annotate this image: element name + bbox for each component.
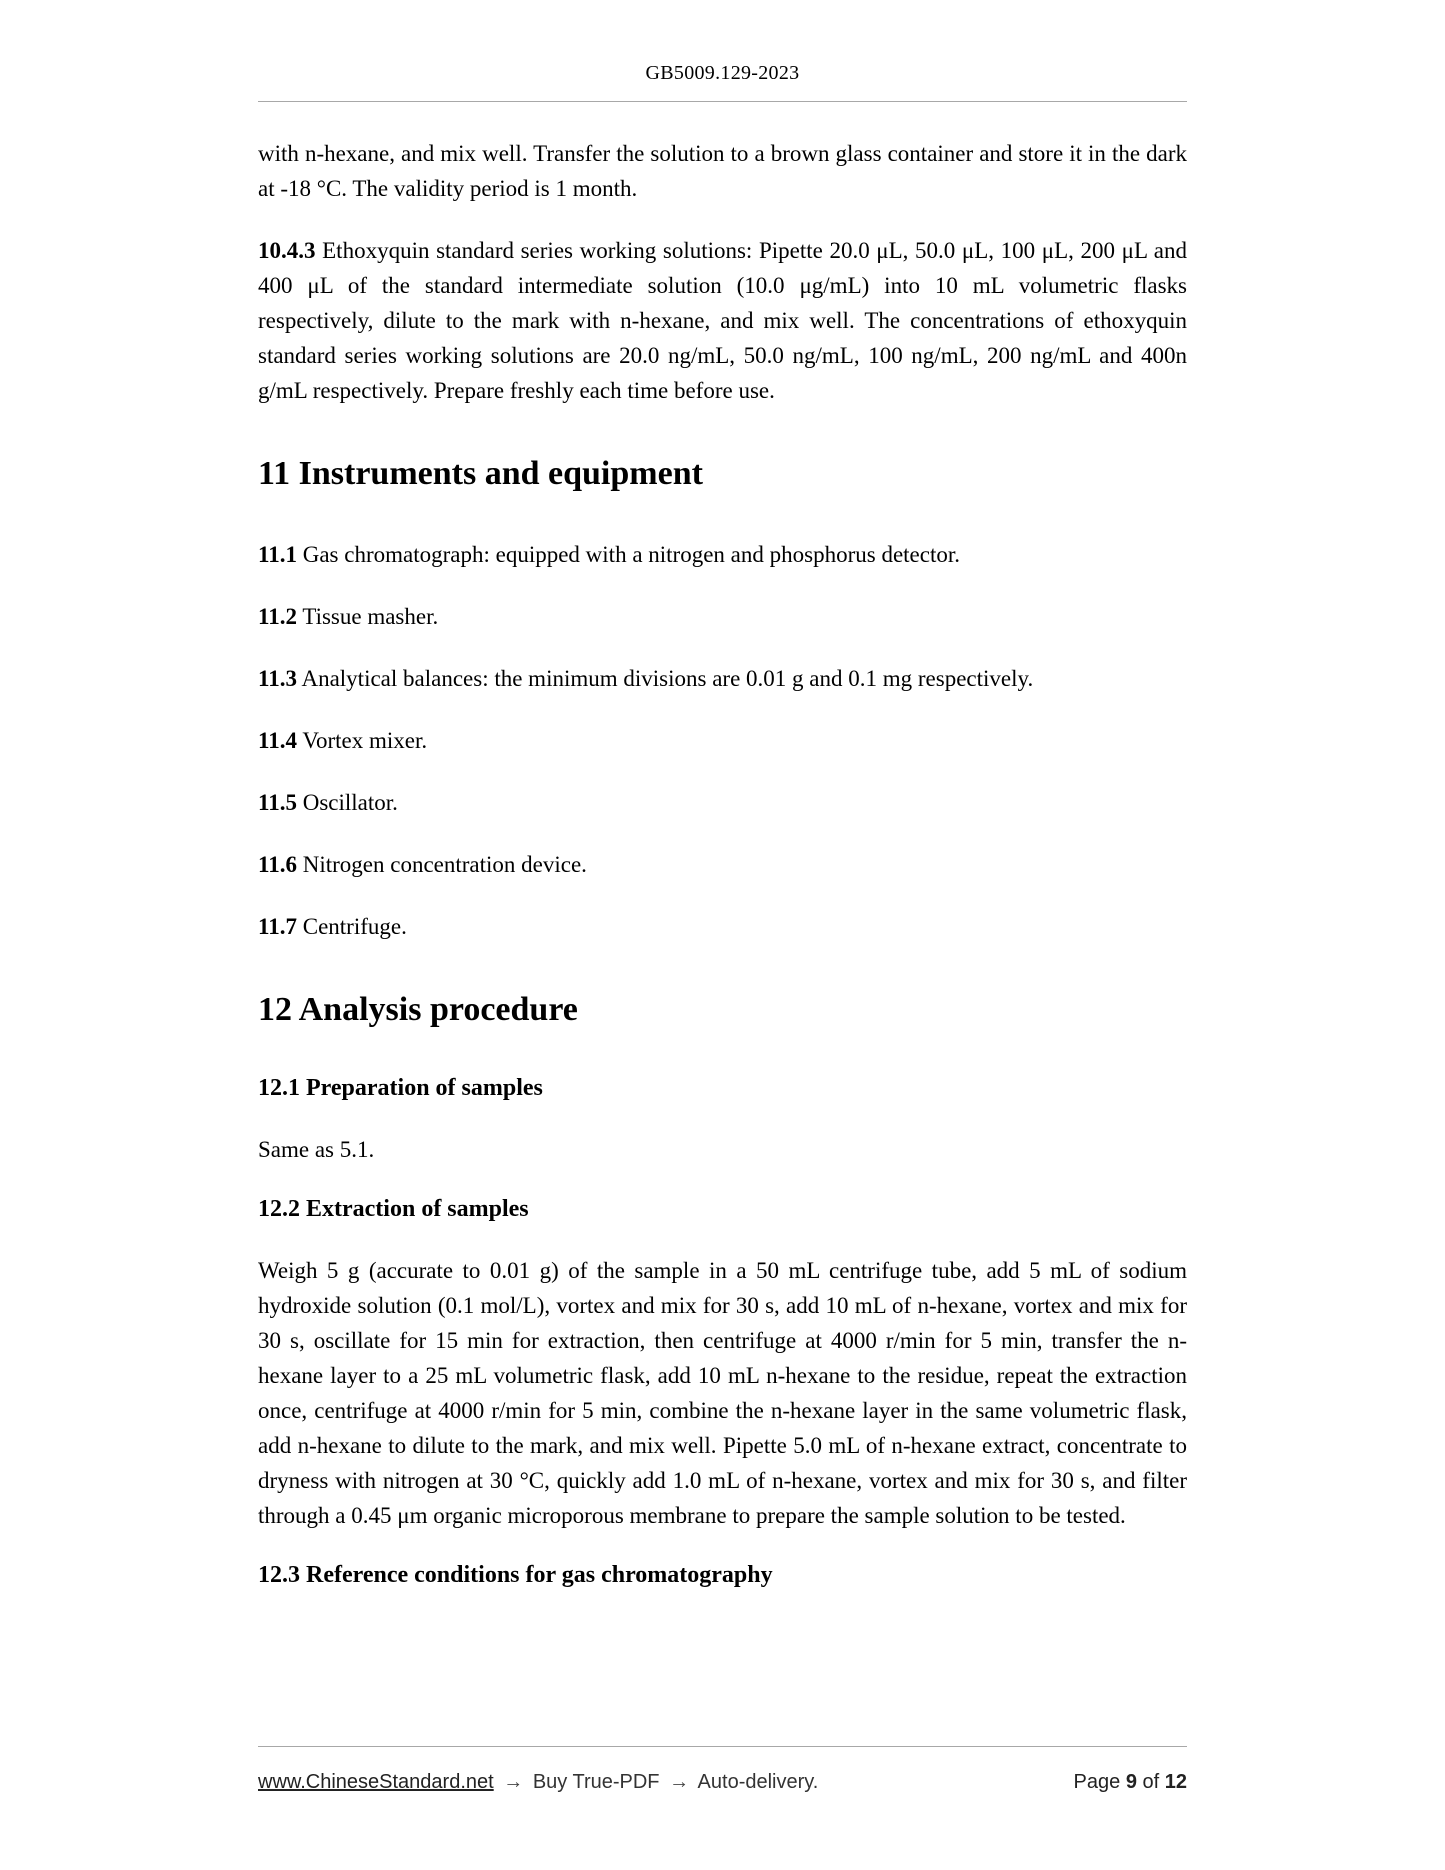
document-content bbox=[258, 102, 1187, 1591]
clause-number-11-3: 11.3 bbox=[258, 665, 297, 691]
page-header bbox=[258, 0, 1187, 102]
section-heading-11: 11 Instruments and equipment bbox=[258, 455, 703, 492]
paragraph-11-6 bbox=[258, 847, 1187, 882]
clause-number-11-6: 11.6 bbox=[258, 851, 297, 877]
page-label: Page bbox=[1073, 1771, 1121, 1793]
footer-buy-text: Buy True-PDF bbox=[532, 1771, 660, 1793]
clause-number-11-2: 11.2 bbox=[258, 603, 297, 629]
clause-number-11-1: 11.1 bbox=[258, 541, 297, 567]
arrow-icon: → bbox=[503, 1771, 524, 1793]
document-number: GB5009.129-2023 bbox=[645, 62, 800, 84]
clause-text-10-4-3: Ethoxyquin standard series working solutions: Pipette 20.0 μL, 50.0 μL, 100 μL, 200 μL and 400 μL of the standard intermediate solution (10.0 μg/mL) into 10 mL volumetric flasks respectively, dilute to the mark with n-hexane, and mix well. The concentrations of ethoxyquin standard series working solutions are 20.0 ng/mL, 50.0 ng/mL, 100 ng/mL, 200 ng/mL and 400n g/mL respectively. Prepare freshly each time before use. bbox=[258, 238, 1187, 403]
paragraph-11-7 bbox=[258, 909, 1187, 944]
paragraph-11-1 bbox=[258, 537, 1187, 572]
total-pages: 12 bbox=[1164, 1771, 1187, 1793]
page-indicator bbox=[1074, 1771, 1187, 1794]
paragraph-10-4-3 bbox=[258, 233, 1187, 408]
footer-delivery-text: Auto-delivery. bbox=[697, 1771, 819, 1793]
chinesestandard-link[interactable]: www.ChineseStandard.net bbox=[258, 1771, 494, 1793]
paragraph-11-5 bbox=[258, 785, 1187, 820]
section-heading-12: 12 Analysis procedure bbox=[258, 990, 578, 1028]
page-number: 9 bbox=[1125, 1771, 1137, 1793]
sub-heading-12-1: 12.1 Preparation of samples bbox=[258, 1074, 543, 1101]
paragraph-11-3 bbox=[258, 661, 1187, 696]
of-label: of bbox=[1142, 1771, 1160, 1793]
sub-heading-12-3: 12.3 Reference conditions for gas chromatography bbox=[258, 1561, 773, 1588]
clause-number-11-5: 11.5 bbox=[258, 789, 297, 815]
clause-text-11-1: Gas chromatograph: equipped with a nitrogen and phosphorus detector. bbox=[302, 541, 960, 567]
paragraph-11-4 bbox=[258, 723, 1187, 758]
clause-text-11-4: Vortex mixer. bbox=[302, 727, 428, 753]
document-body bbox=[258, 0, 1187, 1619]
paragraph-12-1: Same as 5.1. bbox=[258, 1136, 375, 1162]
arrow-icon: → bbox=[669, 1771, 690, 1793]
clause-text-11-2: Tissue masher. bbox=[302, 603, 439, 629]
clause-number-10-4-3: 10.4.3 bbox=[258, 238, 316, 263]
paragraph-continuation: with n-hexane, and mix well. Transfer the solution to a brown glass container and store it in the dark at -18 °C. The validity period is 1 month. bbox=[258, 141, 1187, 201]
clause-text-11-3: Analytical balances: the minimum divisions are 0.01 g and 0.1 mg respectively. bbox=[301, 665, 1034, 691]
paragraph-11-2 bbox=[258, 599, 1187, 634]
sub-heading-12-2: 12.2 Extraction of samples bbox=[258, 1195, 529, 1222]
footer-info bbox=[258, 1771, 818, 1794]
clause-text-11-5: Oscillator. bbox=[302, 789, 398, 815]
clause-number-11-7: 11.7 bbox=[258, 913, 297, 939]
page-footer bbox=[258, 1746, 1187, 1794]
clause-number-11-4: 11.4 bbox=[258, 727, 297, 753]
paragraph-12-2: Weigh 5 g (accurate to 0.01 g) of the sample in a 50 mL centrifuge tube, add 5 mL of sodium hydroxide solution (0.1 mol/L), vortex and mix for 30 s, add 10 mL of n-hexane, vortex and mix for 30 s, oscillate for 15 min for extraction, then centrifuge at 4000 r/min for 5 min, transfer the n-hexane layer to a 25 mL volumetric flask, add 10 mL n-hexane to the residue, repeat the extraction once, centrifuge at 4000 r/min for 5 min, combine the n-hexane layer in the same volumetric flask, add n-hexane to dilute to the mark, and mix well. Pipette 5.0 mL of n-hexane extract, concentrate to dryness with nitrogen at 30 °C, quickly add 1.0 mL of n-hexane, vortex and mix for 30 s, and filter through a 0.45 μm organic microporous membrane to prepare the sample solution to be tested. bbox=[258, 1257, 1187, 1528]
clause-text-11-7: Centrifuge. bbox=[302, 913, 407, 939]
clause-text-11-6: Nitrogen concentration device. bbox=[302, 851, 587, 877]
